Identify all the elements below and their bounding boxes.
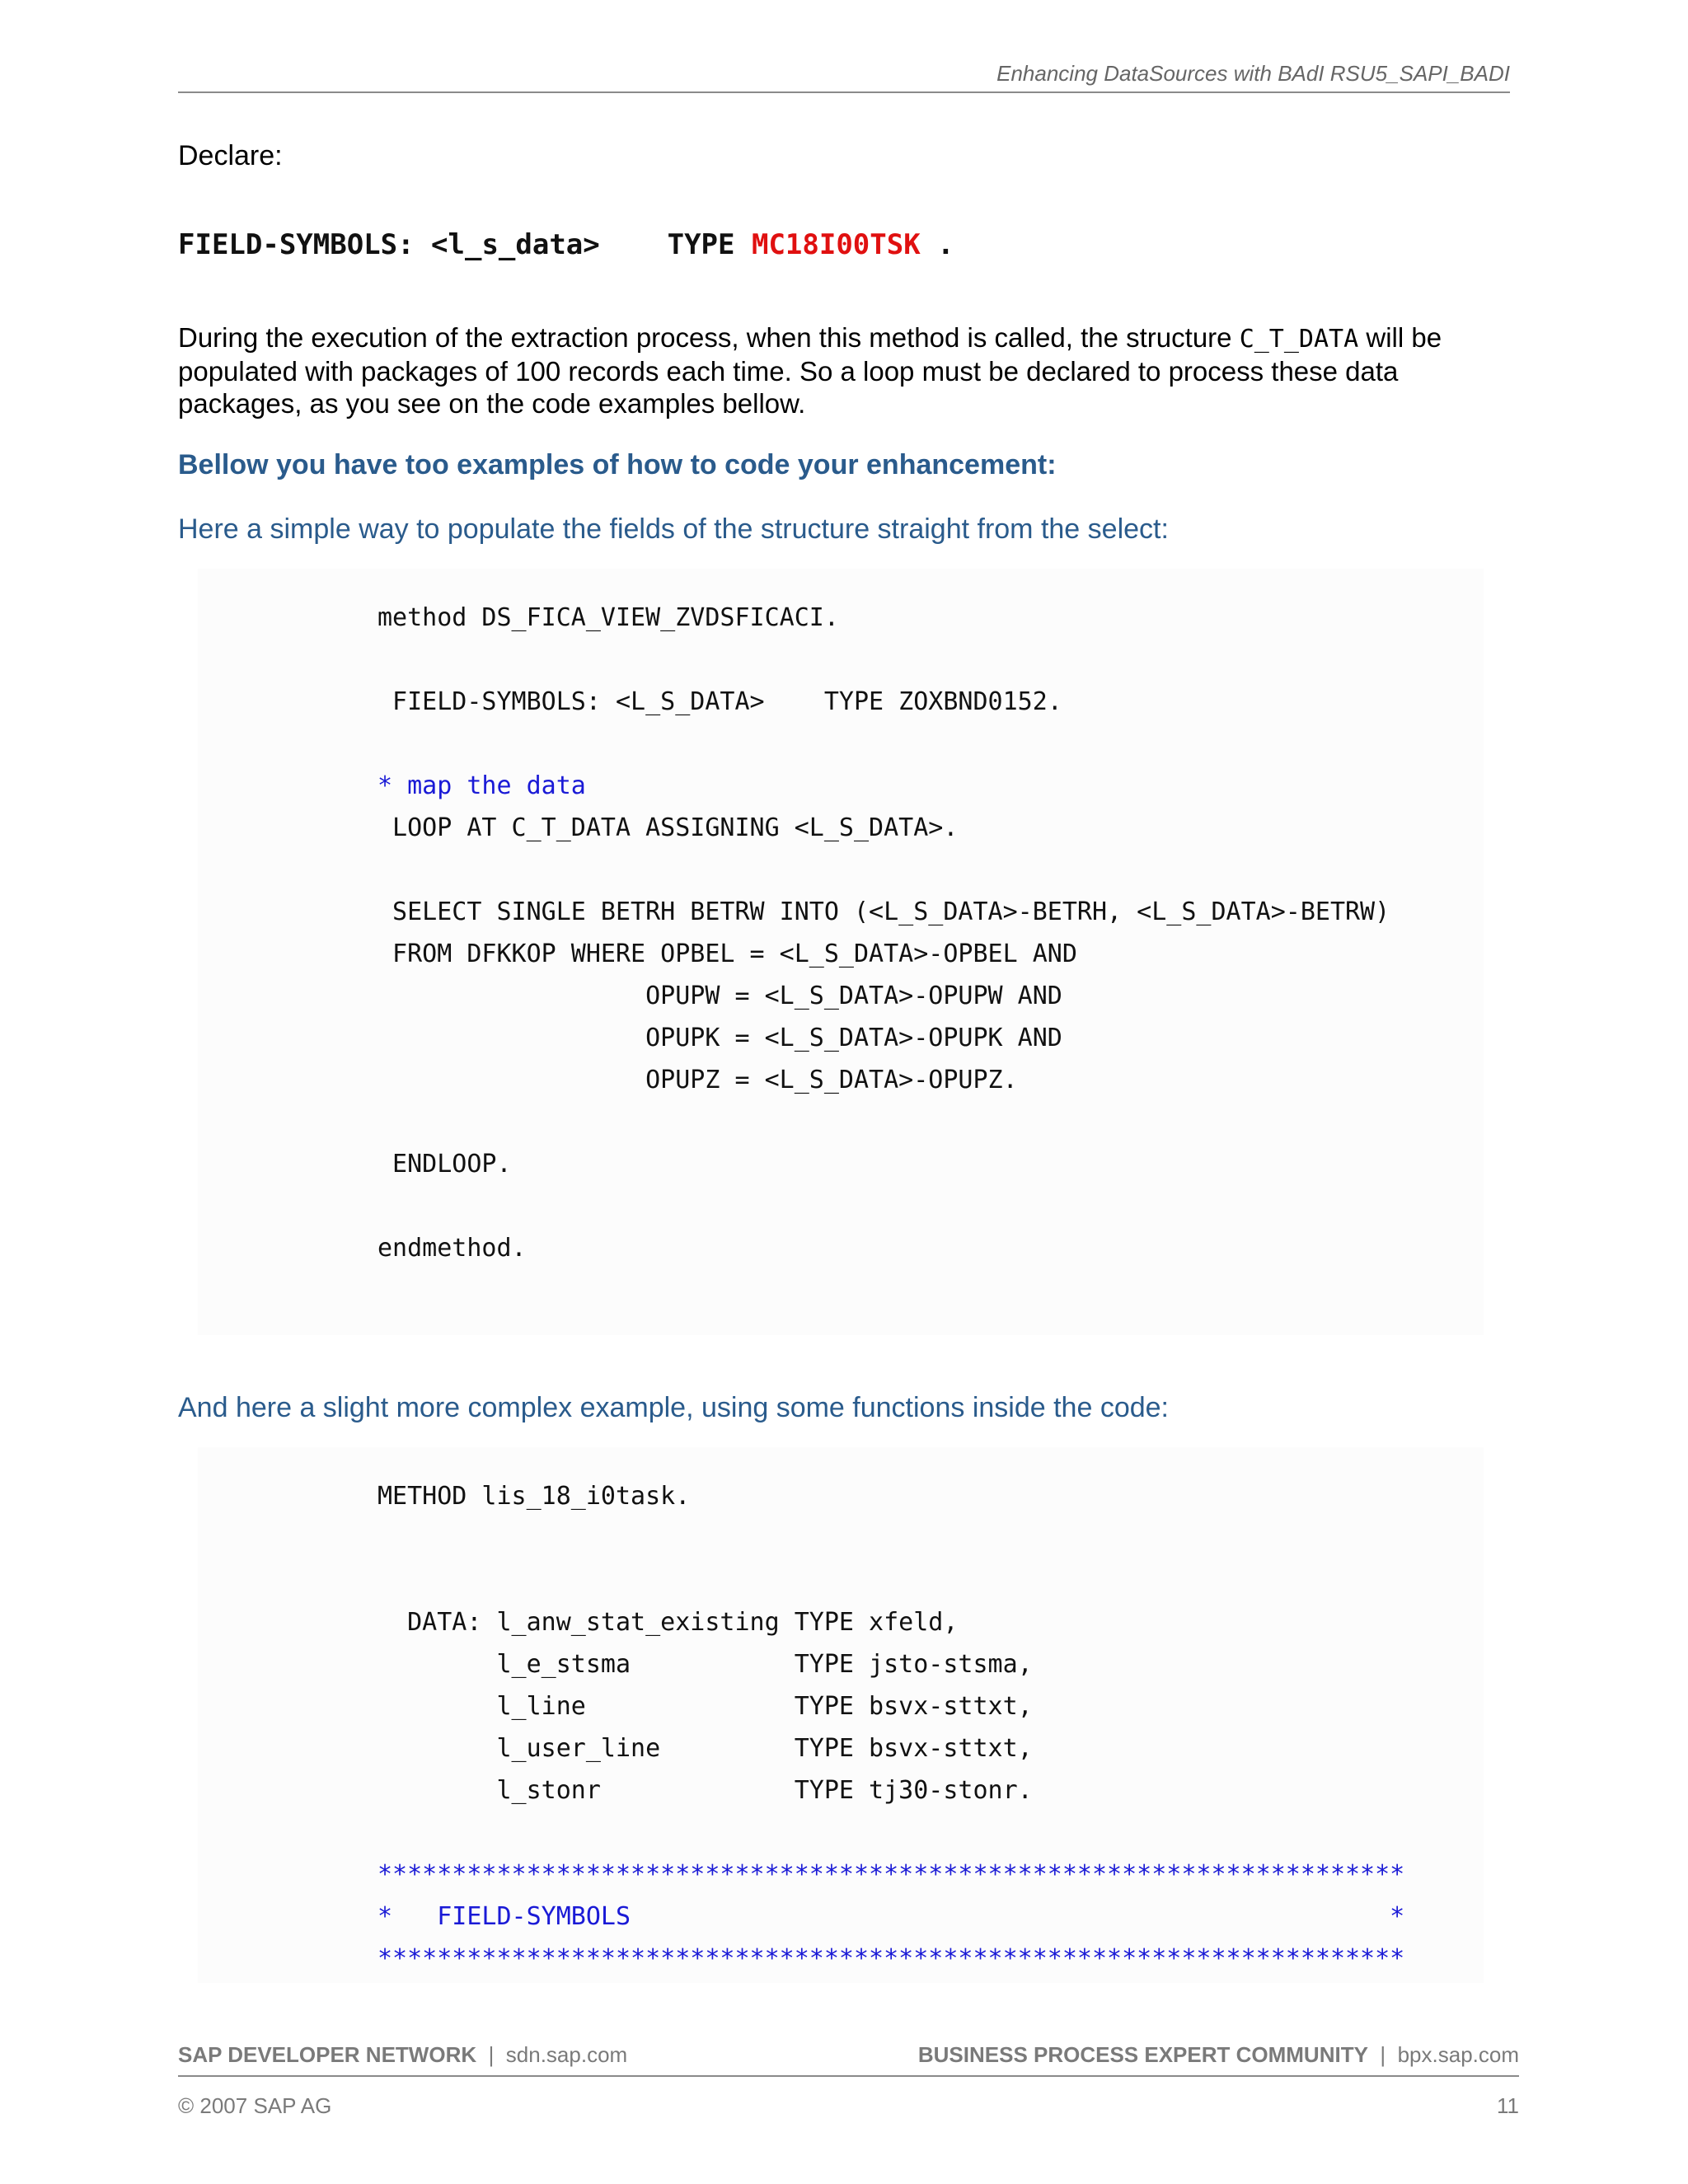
code-line: ENDLOOP.	[377, 1150, 512, 1179]
code-line: METHOD lis_18_i0task.	[377, 1482, 691, 1511]
code-line: OPUPW = <L_S_DATA>-OPUPW AND	[377, 982, 1062, 1010]
code-line: DATA: l_anw_stat_existing TYPE xfeld,	[377, 1608, 959, 1637]
page-header-title: Enhancing DataSources with BAdI RSU5_SAPI_BADI	[996, 61, 1510, 86]
header-divider	[178, 91, 1510, 93]
footer-bpx-label: BUSINESS PROCESS EXPERT COMMUNITY	[917, 2042, 1368, 2067]
code-line: SELECT SINGLE BETRH BETRW INTO (<L_S_DATA>-BETRH, <L_S_DATA>-BETRW)	[377, 898, 1390, 926]
footer-right-separator: |	[1367, 2042, 1398, 2067]
footer-sdn-label: SAP DEVELOPER NETWORK	[178, 2042, 477, 2067]
code-line: FROM DFKKOP WHERE OPBEL = <L_S_DATA>-OPBEL AND	[377, 940, 1077, 968]
code-line: endmethod.	[377, 1234, 527, 1263]
copyright: © 2007 SAP AG	[178, 2093, 332, 2118]
declare-label: Declare:	[178, 140, 283, 171]
code-line: LOOP AT C_T_DATA ASSIGNING <L_S_DATA>.	[377, 813, 959, 842]
extraction-paragraph	[178, 321, 1513, 419]
code-line: method DS_FICA_VIEW_ZVDSFICACI.	[377, 603, 839, 632]
footer-left-separator: |	[476, 2042, 506, 2067]
code-line: * FIELD-SYMBOLS *	[377, 1902, 1405, 1931]
declaration-prefix: FIELD-SYMBOLS: <l_s_data> TYPE	[178, 228, 752, 261]
code-line: OPUPZ = <L_S_DATA>-OPUPZ.	[377, 1066, 1018, 1094]
footer-divider	[178, 2075, 1519, 2077]
example1-intro: Here a simple way to populate the fields of the structure straight from the select:	[178, 513, 1169, 545]
footer-right	[918, 2042, 1519, 2068]
code-line: l_user_line TYPE bsvx-sttxt,	[377, 1734, 1033, 1763]
code-line: OPUPK = <L_S_DATA>-OPUPK AND	[377, 1024, 1062, 1052]
paragraph-code: C_T_DATA	[1239, 325, 1359, 354]
code-line: FIELD-SYMBOLS: <L_S_DATA> TYPE ZOXBND0152.	[377, 687, 1062, 716]
examples-heading: Bellow you have too examples of how to code your enhancement:	[178, 449, 1057, 480]
code-line: * map the data	[377, 771, 586, 800]
code-line: *********************************************************************	[377, 1944, 1405, 1973]
declaration-suffix: .	[920, 228, 954, 261]
example2-intro: And here a slight more complex example, using some functions inside the code:	[178, 1392, 1169, 1423]
field-symbols-declaration	[178, 228, 954, 261]
footer-sdn-link[interactable]: sdn.sap.com	[505, 2042, 628, 2067]
page-number: 11	[1497, 2093, 1519, 2118]
code-line: l_line TYPE bsvx-sttxt,	[377, 1692, 1033, 1721]
footer-bpx-link[interactable]: bpx.sap.com	[1397, 2042, 1519, 2067]
footer-left	[178, 2042, 627, 2068]
paragraph-text-2: will be populated with packages of 100 records each time. So a loop must be declared to process these data packages, as you see on the code examples bellow.	[178, 322, 1442, 419]
code-line: *********************************************************************	[377, 1860, 1405, 1889]
code-line: l_e_stsma TYPE jsto-stsma,	[377, 1650, 1033, 1679]
declaration-type-name: MC18I00TSK	[751, 228, 921, 261]
code-line: l_stonr TYPE tj30-stonr.	[377, 1776, 1033, 1805]
paragraph-text-1: During the execution of the extraction process, when this method is called, the structure	[178, 322, 1240, 353]
